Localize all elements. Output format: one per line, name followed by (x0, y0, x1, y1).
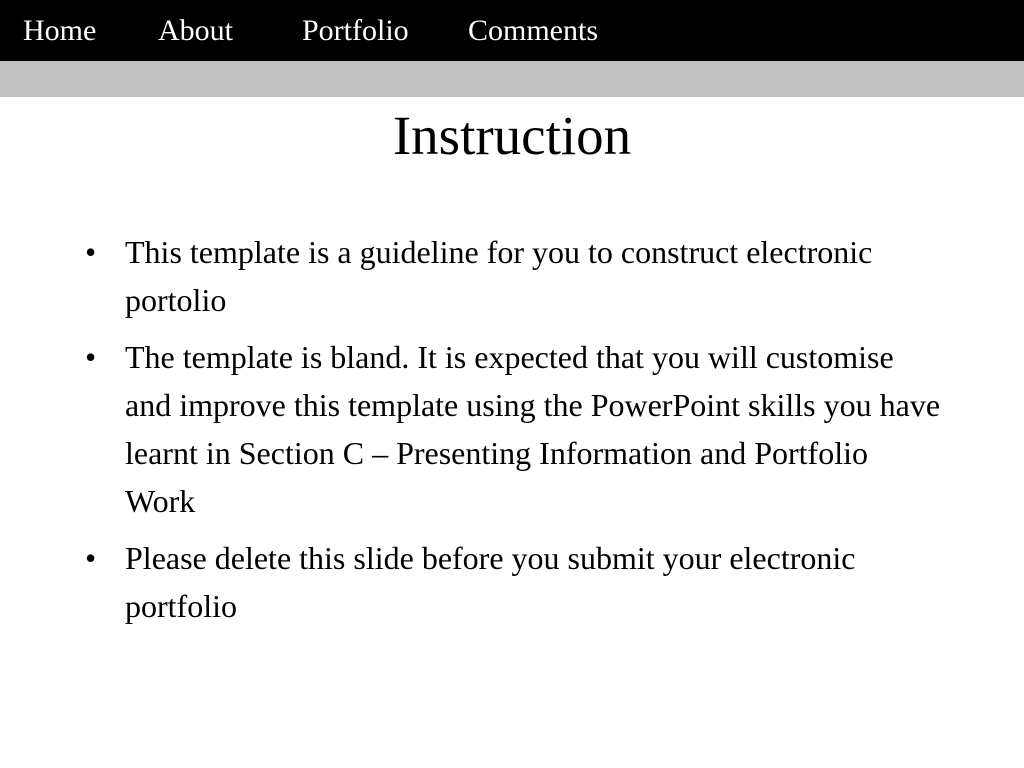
bullet-text: Please delete this slide before you submit your electronic portfolio (125, 540, 856, 624)
nav-link-home[interactable]: Home (23, 14, 97, 47)
bullet-text: The template is bland. It is expected that you will customise and improve this template using the PowerPoint skills you have learnt in Section C – Presenting Information and Portfolio Work (125, 339, 941, 519)
nav-link-about[interactable]: About (158, 14, 233, 47)
bullet-item (85, 333, 945, 525)
nav-link-comments[interactable]: Comments (468, 14, 599, 47)
bullet-item (85, 534, 945, 630)
top-navigation-bar (0, 0, 1024, 61)
bullet-point-icon: • (85, 540, 97, 576)
bullet-point-icon: • (85, 234, 97, 270)
instruction-bullet-list (85, 228, 945, 639)
bullet-point-icon: • (85, 339, 97, 375)
bullet-text: This template is a guideline for you to construct electronic portolio (125, 234, 873, 318)
slide-title: Instruction (392, 105, 632, 166)
header-divider-band (0, 61, 1024, 97)
nav-link-portfolio[interactable]: Portfolio (302, 14, 409, 47)
bullet-item (85, 228, 945, 324)
